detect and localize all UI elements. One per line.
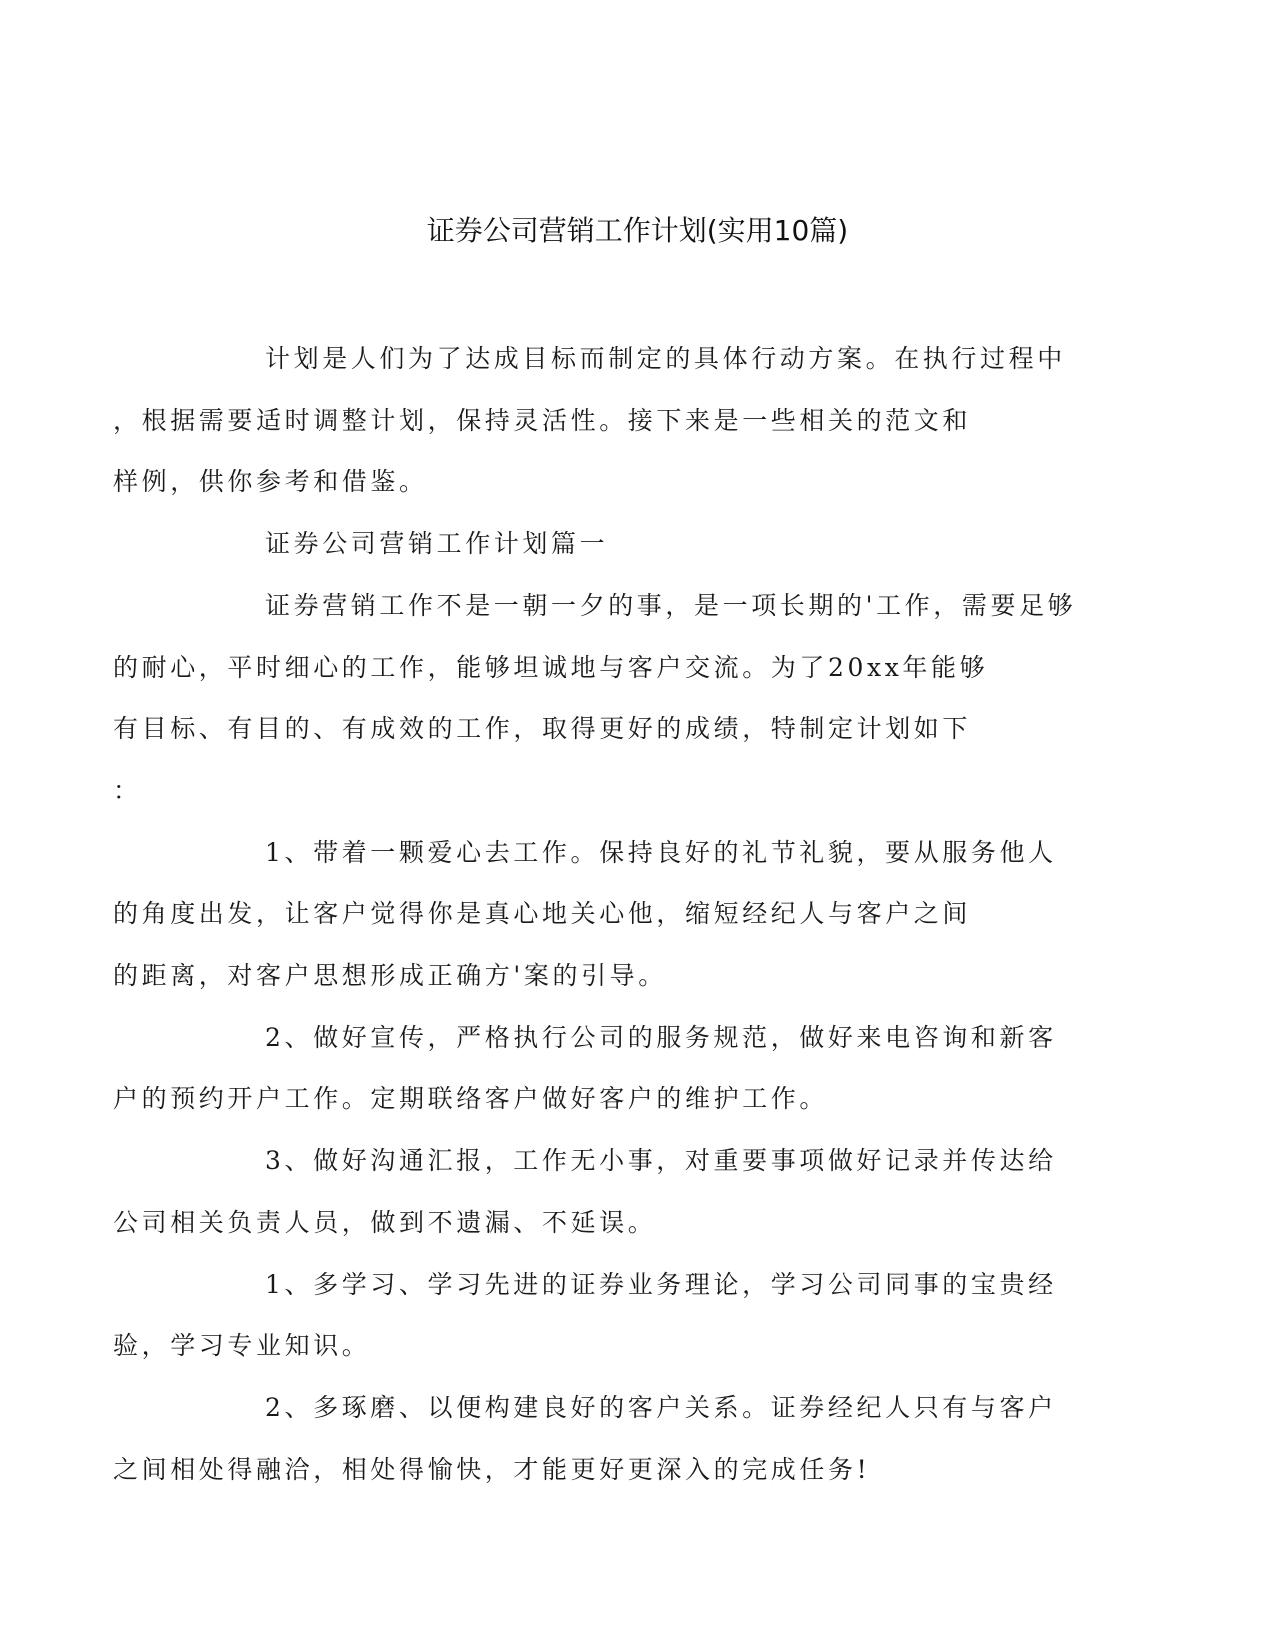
paragraph — [113, 1377, 1094, 1500]
text-line: 证券营销工作不是一朝一夕的事，是一项长期的'工作，需要足够 — [265, 590, 1077, 620]
document-title: 证券公司营销工作计划(实用10篇) — [426, 214, 849, 247]
paragraph — [113, 1254, 1094, 1377]
text-line: 公司相关负责人员，做到不遗漏、不延误。 — [113, 1207, 657, 1237]
text-line: 的角度出发，让客户觉得你是真心地关心他，缩短经纪人与客户之间 — [113, 899, 972, 929]
section-heading — [189, 513, 1094, 575]
paragraph — [113, 575, 1094, 822]
text-line: 3、做好沟通汇报，工作无小事，对重要事项做好记录并传达给 — [265, 1146, 1057, 1176]
text-line: 2、多琢磨、以便构建良好的客户关系。证券经纪人只有与客户 — [265, 1392, 1057, 1422]
text-line: 1、带着一颗爱心去工作。保持良好的礼节礼貌，要从服务他人 — [265, 837, 1057, 867]
text-line: 2、做好宣传，严格执行公司的服务规范，做好来电咨询和新客 — [265, 1022, 1057, 1052]
text-line: 计划是人们为了达成目标而制定的具体行动方案。在执行过程中 — [265, 344, 1066, 373]
text-line: 有目标、有目的、有成效的工作，取得更好的成绩，特制定计划如下 — [113, 714, 972, 744]
text-line: 之间相处得融洽，相处得愉快，才能更好更深入的完成任务! — [113, 1454, 871, 1484]
paragraph — [113, 822, 1094, 1007]
text-line: ，根据需要适时调整计划，保持灵活性。接下来是一些相关的范文和 — [113, 405, 972, 435]
text-line: 1、多学习、学习先进的证券业务理论，学习公司同事的宝贵经 — [265, 1269, 1057, 1299]
paragraph-intro — [113, 328, 1094, 513]
text-line: 的距离，对客户思想形成正确方'案的引导。 — [113, 961, 667, 991]
text-line: 样例，供你参考和借鉴。 — [113, 467, 428, 497]
text-line: ： — [113, 775, 142, 805]
paragraph — [113, 1130, 1094, 1253]
document-body — [113, 328, 1094, 1500]
paragraph — [113, 1007, 1094, 1130]
text-line: 证券公司营销工作计划篇一 — [265, 529, 609, 559]
text-line: 户的预约开户工作。定期联络客户做好客户的维护工作。 — [113, 1084, 829, 1114]
text-line: 的耐心，平时细心的工作，能够坦诚地与客户交流。为了20xx年能够 — [113, 652, 989, 682]
text-line: 验，学习专业知识。 — [113, 1331, 371, 1361]
